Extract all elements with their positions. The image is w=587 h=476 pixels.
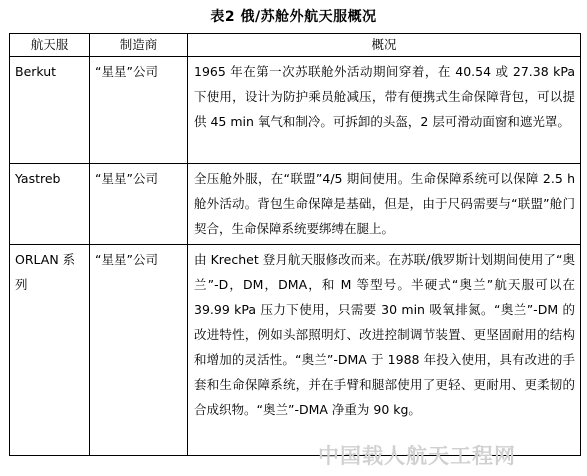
- table-row: [10, 57, 581, 164]
- table-header-row: [10, 34, 581, 57]
- header-overview: 概况: [188, 34, 581, 57]
- table-caption: 表2 俄/苏舱外航天服概况: [210, 9, 377, 25]
- maker-cell: “星星”公司: [90, 57, 188, 164]
- overview-cell: 全压舱外服，在“联盟”4/5 期间使用。生命保障系统可以保障 2.5 h 舱外活动。背包生命保障是基础，但是，由于尺码需要与“联盟”舱门契合，生命保障系统要绑缚在腿上。: [188, 164, 581, 245]
- header-suit: 航天服: [10, 34, 90, 57]
- suit-name-cell: Berkut: [10, 57, 90, 164]
- spacesuit-table: [9, 33, 581, 456]
- overview-cell: 1965 年在第一次苏联舱外活动期间穿着，在 40.54 或 27.38 kPa 下使用，设计为防护乘员舱减压，带有便携式生命保障背包，可以提供 45 min 氧气和制冷。可拆卸的头盔，2 层可滑动面窗和遮光罩。: [188, 57, 581, 164]
- suit-name-cell: Yastreb: [10, 164, 90, 245]
- overview-cell: 由 Krechet 登月航天服修改而来。在苏联/俄罗斯计划期间使用了“奥兰”-D，DM，DMA，和 M 等型号。半硬式“奥兰”航天服可以在 39.99 kPa 压力下使用，只需要 30 min 吸氧排氮。“奥兰”-DM 的改进特性，例如头部照明灯、改进控制调节装置、更坚固耐用的结构和增加的灵活性。“奥兰”-DMA 于 1988 年投入使用，具有改进的手套和生命保障系统，并在手臂和腿部使用了更轻、更耐用、更柔韧的合成织物。“奥兰”-DMA 净重为 90 kg。: [188, 245, 581, 456]
- table-row: [10, 164, 581, 245]
- suit-name-cell: ORLAN 系列: [10, 245, 90, 456]
- site-watermark: 中国载人航天工程网: [318, 444, 516, 468]
- maker-cell: “星星”公司: [90, 245, 188, 456]
- header-maker: 制造商: [90, 34, 188, 57]
- table-row: [10, 245, 581, 456]
- maker-cell: “星星”公司: [90, 164, 188, 245]
